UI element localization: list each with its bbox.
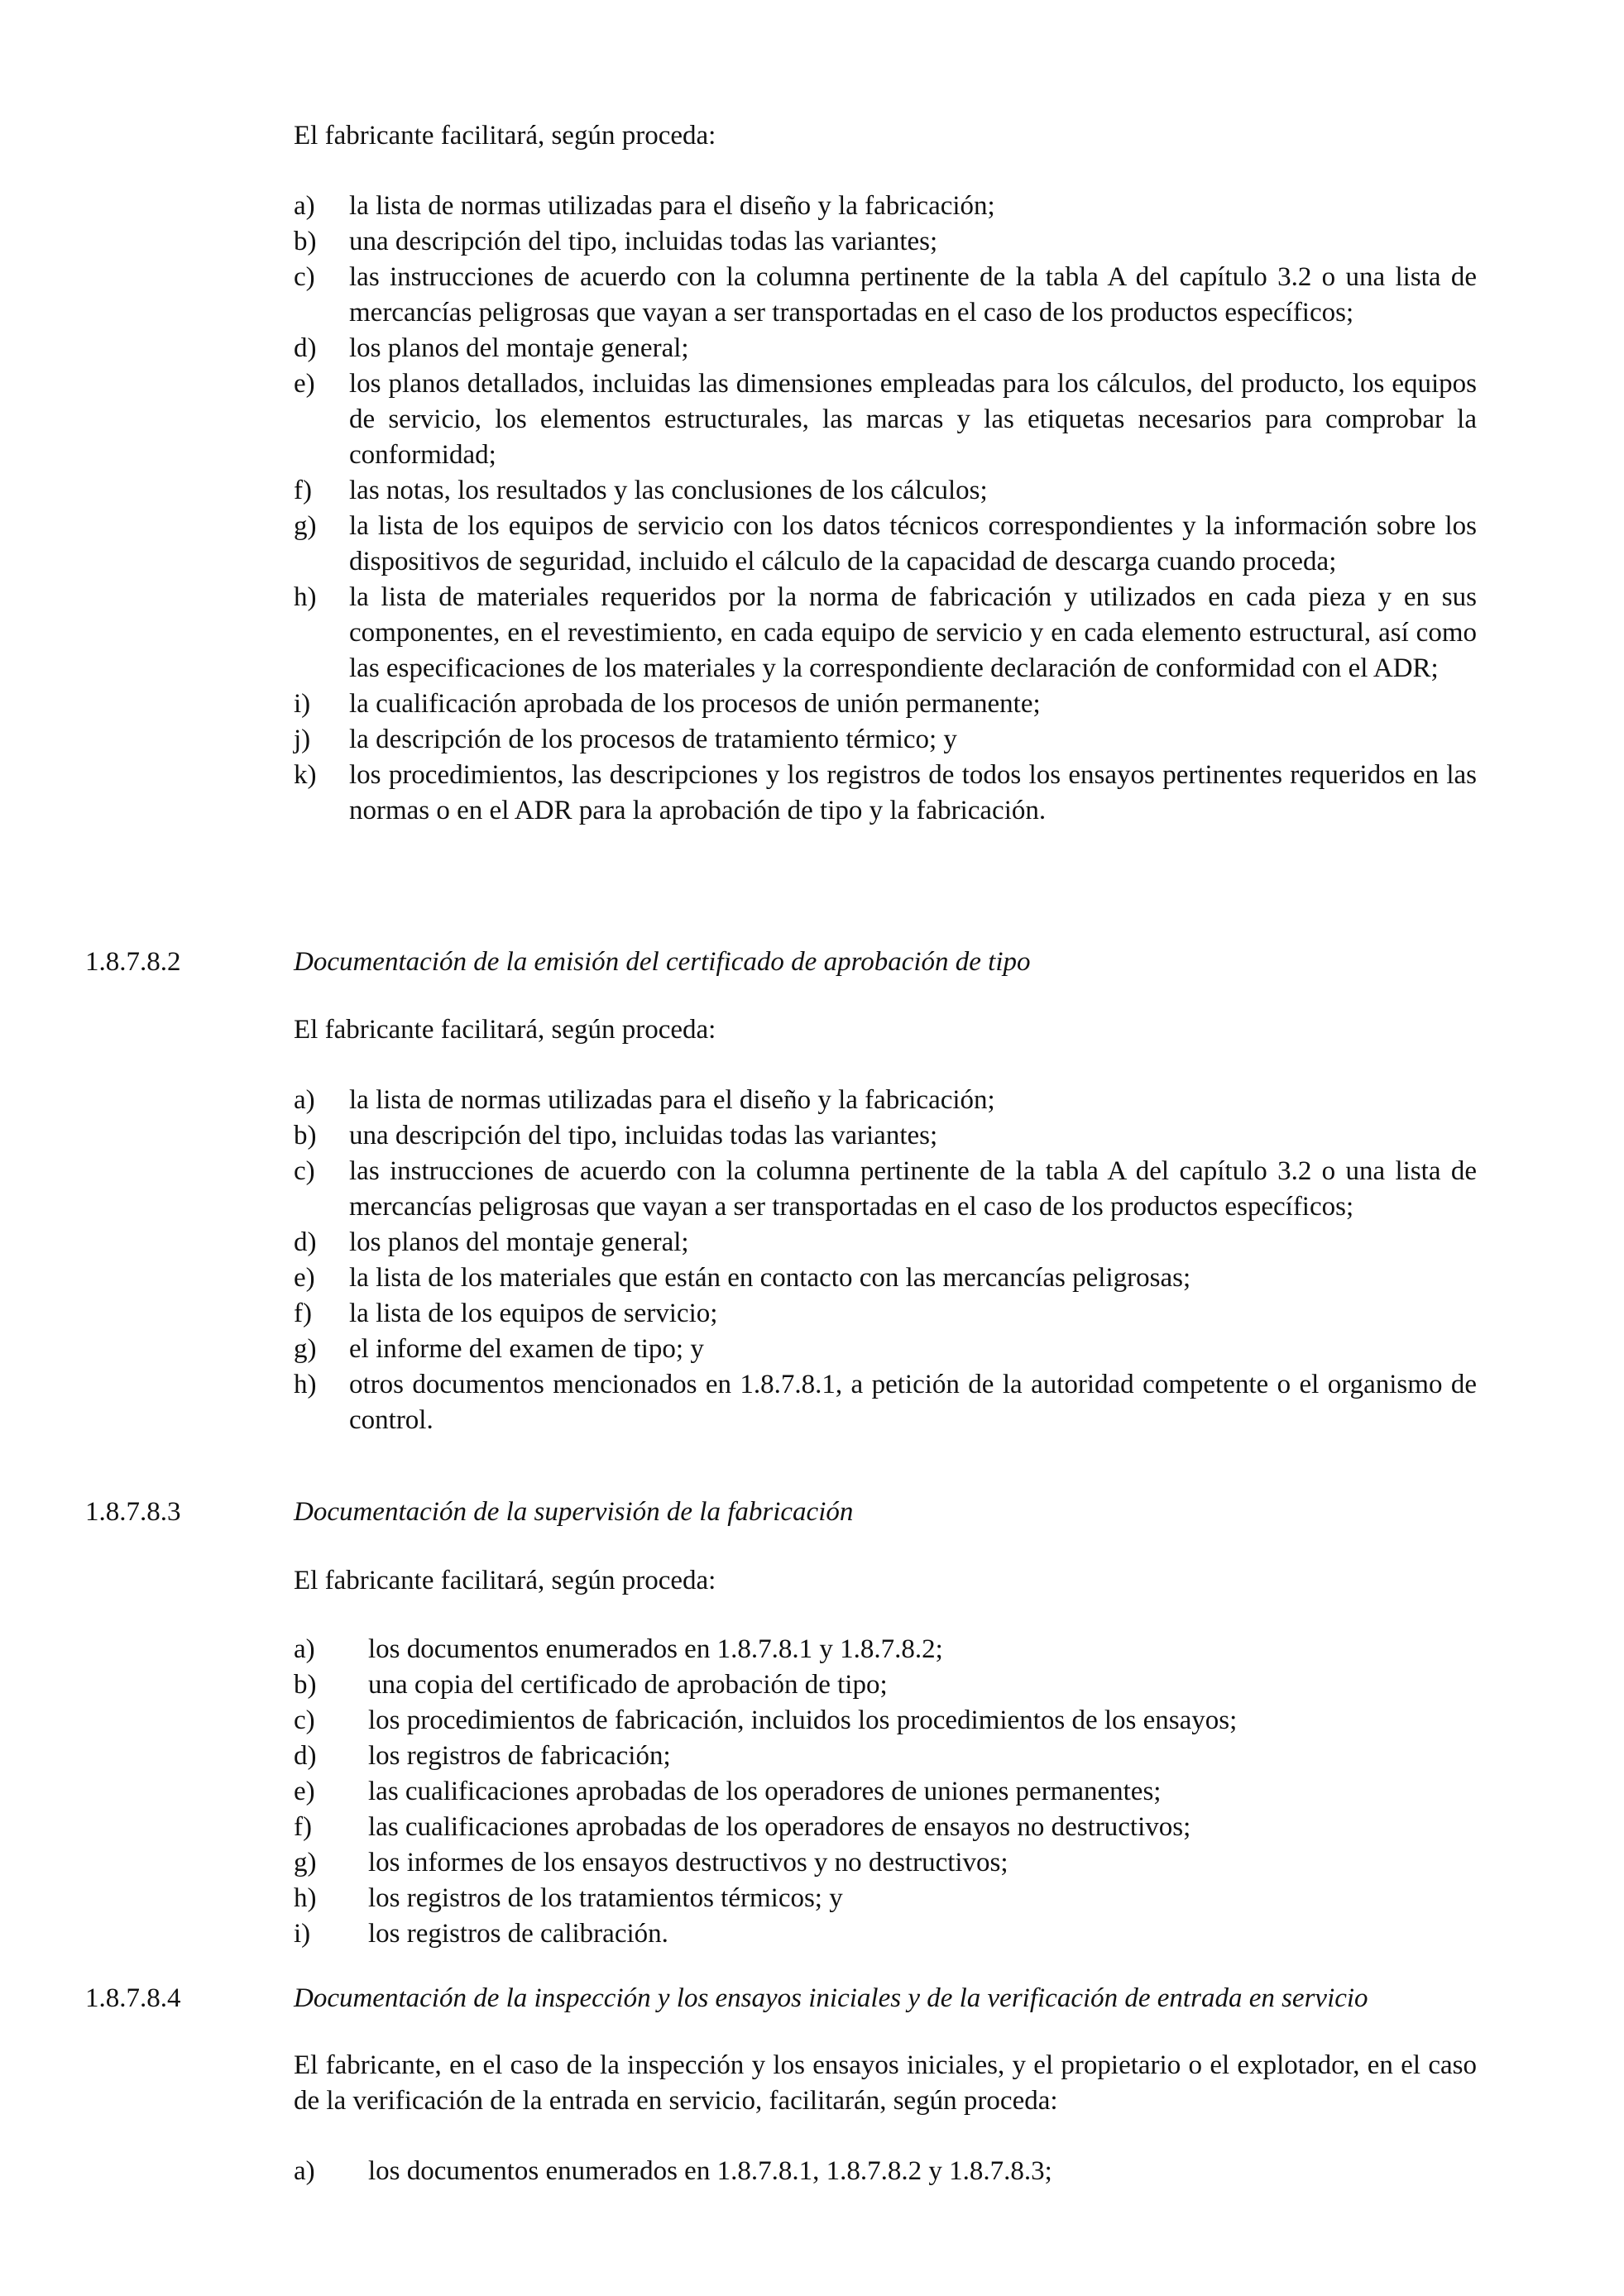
section-title: Documentación de la inspección y los ensayos iniciales y de la verificación de entrada en servicio	[294, 1983, 1368, 2013]
requirements-list-4	[294, 2154, 1477, 2189]
list-item: i) los registros de calibración.	[294, 1919, 668, 1949]
section-number: 1.8.7.8.3	[85, 1497, 181, 1527]
list-item: c) los procedimientos de fabricación, incluidos los procedimientos de los ensayos;	[294, 1705, 1238, 1735]
section-heading-4	[0, 1981, 1624, 2016]
list-item: j) la descripción de los procesos de tratamiento térmico; y	[294, 725, 957, 754]
section-number: 1.8.7.8.2	[85, 947, 181, 977]
list-item: f) la lista de los equipos de servicio;	[294, 1299, 718, 1328]
section-title: Documentación de la supervisión de la fabricación	[294, 1497, 854, 1527]
section-heading-2	[0, 945, 1624, 980]
list-item: f) las notas, los resultados y las conclusiones de los cálculos;	[294, 476, 988, 505]
list-item: b) una descripción del tipo, incluidas todas las variantes;	[294, 227, 938, 256]
list-item: g) la lista de los equipos de servicio con los datos técnicos correspondientes y la información sobre los dispositivos de seguridad, incluido el cálculo de la capacidad de descarga cuando proceda;	[294, 511, 1477, 576]
list-item: c) las instrucciones de acuerdo con la columna pertinente de la tabla A del capítulo 3.2 o una lista de mercancías peligrosas que vayan a ser transportadas en el caso de los productos específicos;	[294, 262, 1477, 328]
intro-paragraph-3: El fabricante facilitará, según proceda:	[294, 1566, 716, 1595]
list-item: b) una copia del certificado de aprobación de tipo;	[294, 1670, 888, 1700]
list-item: b) una descripción del tipo, incluidas todas las variantes;	[294, 1121, 938, 1150]
requirements-list-3	[294, 1632, 1477, 1952]
list-item: h) otros documentos mencionados en 1.8.7.8.1, a petición de la autoridad competente o el organismo de control.	[294, 1370, 1477, 1435]
requirements-list-1	[294, 189, 1477, 829]
section-number: 1.8.7.8.4	[85, 1983, 181, 2013]
list-item: e) la lista de los materiales que están en contacto con las mercancías peligrosas;	[294, 1263, 1191, 1293]
section-heading-3	[0, 1495, 1624, 1530]
list-item: k) los procedimientos, las descripciones y los registros de todos los ensayos pertinentes requeridos en las normas o en el ADR para la aprobación de tipo y la fabricación.	[294, 760, 1477, 825]
requirements-list-2	[294, 1083, 1477, 1438]
list-item: d) los registros de fabricación;	[294, 1741, 671, 1771]
list-item: d) los planos del montaje general;	[294, 1227, 689, 1257]
intro-paragraph-2: El fabricante facilitará, según proceda:	[294, 1015, 716, 1045]
list-item: d) los planos del montaje general;	[294, 333, 689, 363]
list-item: f) las cualificaciones aprobadas de los operadores de ensayos no destructivos;	[294, 1812, 1191, 1842]
list-item: a) la lista de normas utilizadas para el diseño y la fabricación;	[294, 191, 995, 221]
list-item: a) la lista de normas utilizadas para el diseño y la fabricación;	[294, 1085, 995, 1115]
list-item: a) los documentos enumerados en 1.8.7.8.1, 1.8.7.8.2 y 1.8.7.8.3;	[294, 2156, 1052, 2186]
section-title: Documentación de la emisión del certificado de aprobación de tipo	[294, 947, 1031, 977]
list-item: a) los documentos enumerados en 1.8.7.8.1 y 1.8.7.8.2;	[294, 1634, 943, 1664]
list-item: h) los registros de los tratamientos térmicos; y	[294, 1883, 843, 1913]
list-item: h) la lista de materiales requeridos por la norma de fabricación y utilizados en cada pieza y en sus componentes, en el revestimiento, en cada equipo de servicio y en cada elemento estructural, así como las especificaciones de los materiales y la correspondiente declaración de conformidad con el ADR;	[294, 582, 1477, 683]
list-item: g) los informes de los ensayos destructivos y no destructivos;	[294, 1848, 1008, 1877]
list-item: i) la cualificación aprobada de los procesos de unión permanente;	[294, 689, 1041, 719]
list-item: e) los planos detallados, incluidas las dimensiones empleadas para los cálculos, del producto, los equipos de servicio, los elementos estructurales, las marcas y las etiquetas necesarios para comprobar la conformidad;	[294, 369, 1477, 470]
list-item: e) las cualificaciones aprobadas de los operadores de uniones permanentes;	[294, 1777, 1162, 1806]
list-item: g) el informe del examen de tipo; y	[294, 1334, 704, 1364]
intro-paragraph-4: El fabricante, en el caso de la inspección y los ensayos iniciales, y el propietario o el explotador, en el caso de la verificación de la entrada en servicio, facilitarán, según proceda:	[294, 2050, 1477, 2116]
intro-paragraph-1: El fabricante facilitará, según proceda:	[294, 121, 716, 151]
list-item: c) las instrucciones de acuerdo con la columna pertinente de la tabla A del capítulo 3.2 o una lista de mercancías peligrosas que vayan a ser transportadas en el caso de los productos específicos;	[294, 1156, 1477, 1222]
